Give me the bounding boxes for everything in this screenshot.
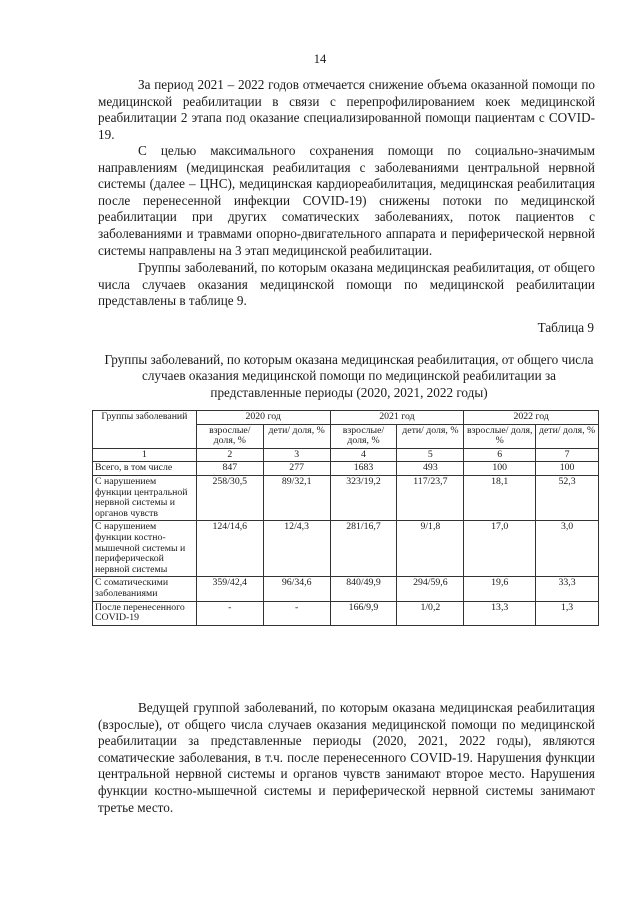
table-cell: 493 [397,462,464,476]
table-cell: 294/59,6 [397,577,464,601]
table-cell: 281/16,7 [330,521,397,577]
table-cell: 847 [196,462,263,476]
col-index: 2 [196,448,263,462]
header-year-2021: 2021 год [330,411,464,425]
table-index-row [93,448,599,462]
table-cell: 1/0,2 [397,601,464,625]
table-cell: 359/42,4 [196,577,263,601]
table-caption: Группы заболеваний, по которым оказана медицинская реабилитация, от общего числа случаев оказания медицинской помощи по медицинской реабилитации за представленные периоды (2020, 2021, 2022 годы) [104,352,594,400]
table-cell: 1,3 [536,601,599,625]
table-row-somatic [93,577,599,601]
header-year-2020: 2020 год [196,411,330,425]
table-cell: 277 [263,462,330,476]
table-cell: 89/32,1 [263,475,330,520]
paragraph-conclusion: Ведущей группой заболеваний, по которым оказана медицинская реабилитация (взрослые), от общего числа случаев оказания медицинской помощи по медицинской реабилитации за представленные периоды (2020, 2021, 2022 годы), являются соматические заболевания, в т.ч. после перенесенного COVID-19. Нарушения функции центральной нервной системы и органов чувств занимают второе место. Нарушения функции костно-мышечной системы и периферической нервной системы занимают третье место. [98,700,595,815]
table-cell: - [263,601,330,625]
col-index: 7 [536,448,599,462]
table-cell: 17,0 [464,521,536,577]
table-cell: 100 [464,462,536,476]
row-label: После перенесенного COVID-19 [93,601,197,625]
page-number: 14 [313,52,327,66]
row-label: С соматическими заболеваниями [93,577,197,601]
table-label: Таблица 9 [537,320,594,335]
table-cell: 124/14,6 [196,521,263,577]
col-index: 4 [330,448,397,462]
header-groups: Группы заболеваний [93,411,197,449]
table-cell: 52,3 [536,475,599,520]
table-row-cns [93,475,599,520]
table-cell: 1683 [330,462,397,476]
header-children-2022: дети/ доля, % [536,424,599,448]
table-row-total [93,462,599,476]
col-index: 1 [93,448,197,462]
header-children-2020: дети/ доля, % [263,424,330,448]
paragraph-period-decline: За период 2021 – 2022 годов отмечается снижение объема оказанной помощи по медицинской реабилитации в связи с перепрофилированием коек медицинской реабилитации 2 этапа под оказание специализированной помощи пациентам с COVID-19. [98,77,595,142]
row-label: С нарушением функции центральной нервной системы и органов чувств [93,475,197,520]
table-cell: 13,3 [464,601,536,625]
paragraph-priority-directions: С целью максимального сохранения помощи по социально-значимым направлениям (медицинская реабилитация с заболеваниями центральной нервной системы (далее – ЦНС), медицинская кардиореабилитация, медицинская реабилитация после перенесенной инфекции COVID-19) снижены потоки по медицинской реабилитации при других соматических заболеваниях, поток пациентов с заболеваниями и травмами опорно-двигательного аппарата и периферической нервной системы направлены на 3 этап медицинской реабилитации. [98,143,595,258]
header-children-2021: дети/ доля, % [397,424,464,448]
col-index: 5 [397,448,464,462]
header-adults-2020: взрослые/ доля, % [196,424,263,448]
table-cell: - [196,601,263,625]
table-cell: 840/49,9 [330,577,397,601]
row-label: С нарушением функции костно-мышечной системы и периферической нервной системы [93,521,197,577]
table-cell: 117/23,7 [397,475,464,520]
header-adults-2022: взрослые/ доля, % [464,424,536,448]
table-cell: 96/34,6 [263,577,330,601]
table-cell: 33,3 [536,577,599,601]
header-year-2022: 2022 год [464,411,599,425]
table-cell: 19,6 [464,577,536,601]
rehabilitation-table [92,410,599,626]
header-adults-2021: взрослые/ доля, % [330,424,397,448]
table-cell: 166/9,9 [330,601,397,625]
row-label: Всего, в том числе [93,462,197,476]
table-row-covid [93,601,599,625]
table-header-row-years [93,411,599,425]
paragraph-table-intro: Группы заболеваний, по которым оказана медицинская реабилитация, от общего числа случаев оказания медицинской помощи по медицинской реабилитации представлены в таблице 9. [98,260,595,309]
table-cell: 9/1,8 [397,521,464,577]
col-index: 3 [263,448,330,462]
table-cell: 258/30,5 [196,475,263,520]
table-cell: 3,0 [536,521,599,577]
table-cell: 323/19,2 [330,475,397,520]
table-row-musculoskeletal [93,521,599,577]
table-cell: 100 [536,462,599,476]
table-cell: 18,1 [464,475,536,520]
col-index: 6 [464,448,536,462]
table-cell: 12/4,3 [263,521,330,577]
